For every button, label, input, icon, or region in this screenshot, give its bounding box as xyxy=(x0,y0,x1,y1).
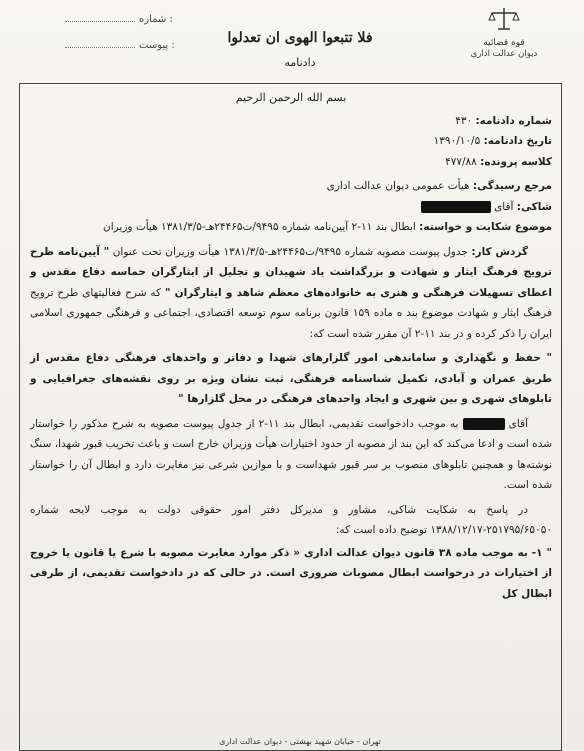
paragraph-article-38: " ۱- به موجب ماده ۳۸ قانون دیوان عدالت اداری « ذکر موارد مغایرت مصوبه با شرع یا قانون یا خروج از اختیارات در درخواست ابطال مصوبات ضروری است. در حالی که در دادخواست تقدیمی، از طرفی ابطال کل xyxy=(30,546,552,600)
bismillah: بسم الله الرحمن الرحیم xyxy=(235,91,347,104)
paragraph-course: گردش کار: جدول پیوست مصوبه شماره ۹۴۹۵/ت۲۴۴۶۵هـ-۱۳۸۱/۳/۵ هیأت وزیران تحت عنوان " آیین‌نامه طرح ترویج فرهنگ ایثار و شهادت و بزرگداشت یاد شهیدان و تجلیل از ایثارگران حماسه دفاع مقدس و اعطای تسهیلات فرهنگی و هنری به خانواده‌های معظم شاهد و ایثارگران " که شرح فعالیتهای طرح ترویج فرهنگ ایثار و شهادت موضوع بند ه ماده ۱۵۹ قانون برنامه سوم توسعه اقتصادی، اجتماعی و فرهنگی جمهوری اسلامی ایران را ذکر کرده و در بند ۱۱-۲ آن مقرر شده است که: xyxy=(30,245,552,340)
reference: مرجع رسیدگی: هیأت عمومی دیوان عدالت اداری xyxy=(326,180,552,192)
paragraph-claim: آقای به موجب دادخواست تقدیمی، ابطال بند ۱۱-۲ از جدول پیوست مصوبه به شرح مذکور را خواستار شده است و ادعا می‌کند که این بند از مصوبه از حدود اختیارات هیأت وزیران خارج است و باعث تخریب قبور شهدا، سنگ نوشته‌ها و همچنین تابلوهای منصوب بر سر قبور شهداست و با موازین شرعی نیز مغایرت دارد و ابطال آن را خواستار شده است. xyxy=(30,417,552,491)
court-logo xyxy=(454,6,554,59)
scales-of-justice-icon xyxy=(487,6,521,32)
paragraph-response: در پاسخ به شکایت شاکی، مشاور و مدیرکل دفتر امور حقوقی دولت به موجب لایحه شماره ۲۵۱۷۹۵/۶۵۰۵۰-۱۳۸۸/۱۲/۱۷ توضیح داده است که: xyxy=(30,503,552,536)
footer-address: تهران - خیابان شهید بهشتی - دیوان عدالت اداری xyxy=(219,737,381,746)
header-verse: فلا تتبعوا الهوی ان تعدلوا xyxy=(227,30,373,46)
verdict-number: شماره دادنامه: ۴۳۰ xyxy=(455,114,552,127)
number-field: شماره : xyxy=(65,14,173,25)
subject: موضوع شکایت و خواسته: ابطال بند ۱۱-۲ آیین‌نامه شماره ۹۴۹۵/ت۲۴۴۶۵هـ-۱۳۸۱/۳/۵ هیأت وزیران xyxy=(103,221,552,233)
quoted-clause: " حفظ و نگهداری و ساماندهی امور گلزارهای شهدا و دفاتر و واحدهای فرهنگی دفاع مقدس از طریق عمران و آبادی، تکمیل شناسنامه فرهنگی، ثبت نشان ویژه بر روی نقشه‌های جغرافیایی و تابلوهای شهری و بین شهری و ایجاد واحدهای فرهنگی در محل گلزارها " xyxy=(30,352,552,405)
complainant: شاکی: آقای xyxy=(30,197,552,218)
ministry-name: قوه قضائیه xyxy=(483,38,525,48)
redaction-mark xyxy=(421,201,491,213)
page-title: دادنامه xyxy=(284,56,316,69)
court-name: دیوان عدالت اداری xyxy=(470,49,538,59)
attachment-field: پیوست : xyxy=(65,40,175,51)
redaction-mark xyxy=(463,418,505,430)
verdict-body xyxy=(30,88,552,604)
verdict-date: تاریخ دادنامه: ۱۳۹۰/۱۰/۵ xyxy=(433,135,552,147)
file-class: کلاسه پرونده: ۴۷۷/۸۸ xyxy=(445,155,552,168)
